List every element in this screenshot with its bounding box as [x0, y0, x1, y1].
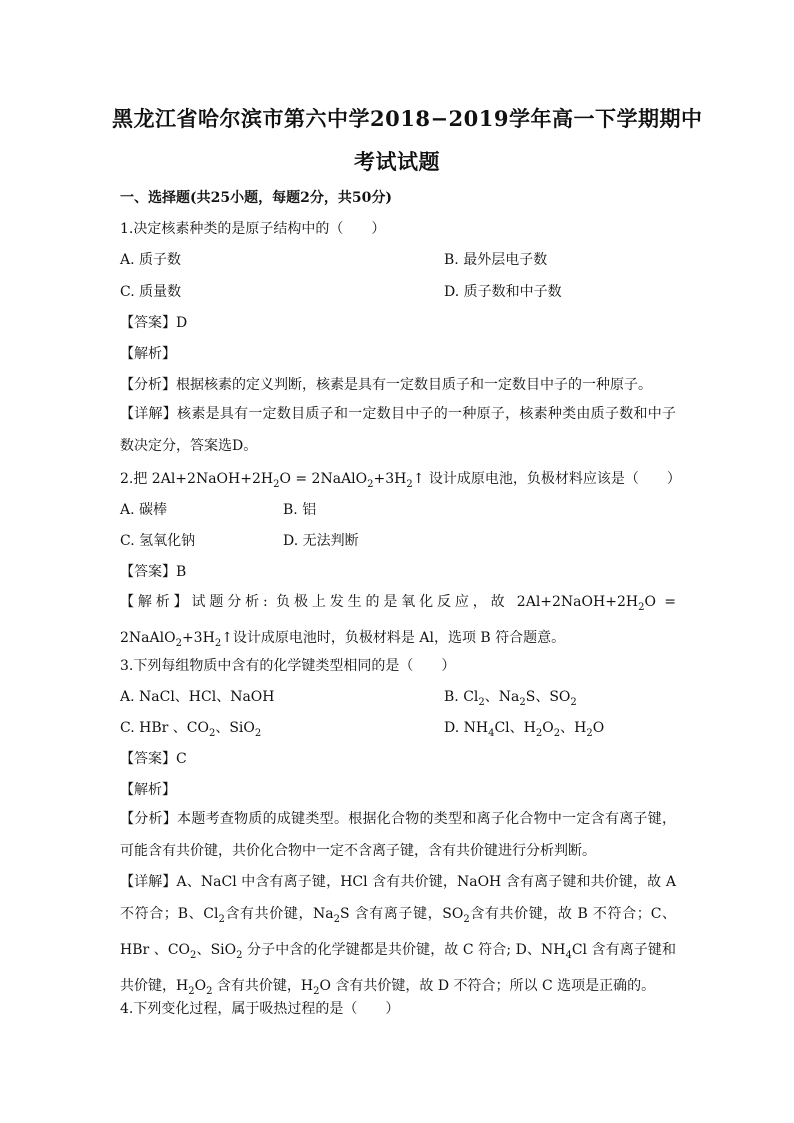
- section-heading: 一、选择题(共25小题，每题2分，共50分): [120, 190, 392, 206]
- q2-option-a: A. 碳棒: [120, 502, 168, 518]
- q2-stem: 2.把 $2Al+2NaOH+2H_2O$ = $2NaAlO_2+3H_2↑$ 设计成原电池，负极材料应该是（ ）: [120, 471, 681, 490]
- document-title-line1: 黑龙江省哈尔滨市第六中学2018−2019学年高一下学期期中: [112, 106, 703, 131]
- q2-option-b: B. 铝: [283, 502, 317, 518]
- q3-option-d: D. $NH_4Cl$、$H_2O_2$、$H_2O$: [444, 720, 605, 739]
- document-title-line2: 考试试题: [354, 149, 440, 174]
- q1-analysis-heading: 【解析】: [120, 346, 176, 362]
- q1-fenxi: 【分析】根据核素的定义判断，核素是具有一定数目质子和一定数目中子的一种原子。: [120, 377, 652, 393]
- q1-answer: 【答案】D: [120, 315, 188, 331]
- q1-option-a: A. 质子数: [120, 252, 182, 268]
- q4-stem: 4.下列变化过程，属于吸热过程的是（ ）: [120, 1001, 400, 1017]
- q3-option-a: A. NaCl、HCl、NaOH: [120, 689, 275, 705]
- q1-stem: 1.决定核素种类的是原子结构中的（ ）: [120, 221, 386, 237]
- q1-option-b: B. 最外层电子数: [444, 252, 548, 268]
- q3-fenxi: 【分析】本题考查物质的成键类型。根据化合物的类型和离子化合物中一定含有离子键，可能含有共价键，共价化合物中一定不含离子键，含有共价键进行分析判断。: [120, 811, 676, 859]
- q2-answer: 【答案】B: [120, 564, 187, 580]
- q3-option-c: C. HBr 、$CO_2$、SiO$_2$: [120, 720, 262, 739]
- q3-option-b: B. $Cl_2$、$Na_2S$、$SO_2$: [444, 689, 577, 708]
- q3-analysis-heading: 【解析】: [120, 782, 176, 798]
- q1-option-d: D. 质子数和中子数: [444, 284, 562, 300]
- q1-xiangjie: 【详解】核素是具有一定数目质子和一定数目中子的一种原子，核素种类由质子数和中子数决定分，答案选D。: [120, 406, 676, 454]
- q2-option-c: C. 氢氧化钠: [120, 533, 196, 549]
- q3-answer: 【答案】C: [120, 751, 187, 767]
- q3-stem: 3.下列每组物质中含有的化学键类型相同的是（ ）: [120, 658, 456, 674]
- q2-option-d: D. 无法判断: [283, 533, 359, 549]
- q2-jiexi: 【解析】试题分析: 负极上发生的是氧化反应，故 $2Al+2NaOH+2H_2O$ = $2NaAlO_2+3H_2↑$设计成原电池时，负极材料是 Al，选项 B 符合题意。: [120, 594, 676, 650]
- q1-option-c: C. 质量数: [120, 284, 182, 300]
- q3-xiangjie: 【详解】A、NaCl 中含有离子键，HCl 含有共价键，NaOH 含有离子键和共价键，故 A 不符合；B、$Cl_2$含有共价键，$Na_2S$ 含有离子键，$SO_2$含有共价键，故 B 不符合；C、HBr 、$CO_2$、SiO$_2$ 分子中含的化学键都是共价键，故 C 符合; D、$NH_4Cl$ 含有离子键和共价键，$H_2O_2$ 含有共价键，$H_2O$ 含有共价键，故 D 不符合；所以 C 选项是正确的。: [120, 874, 677, 997]
